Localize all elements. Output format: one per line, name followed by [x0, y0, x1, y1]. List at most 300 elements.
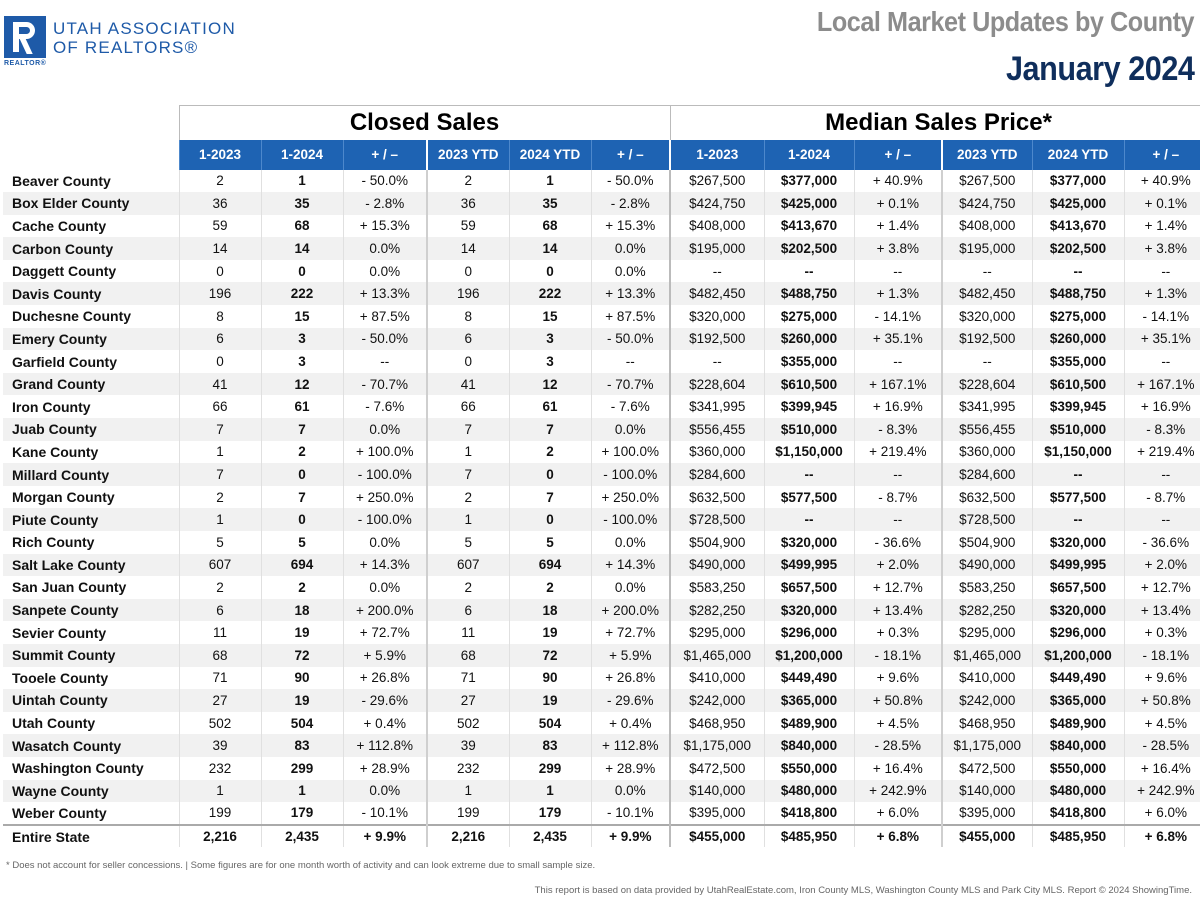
table-cell: $482,450 [942, 282, 1032, 305]
table-cell: + 16.4% [854, 757, 942, 780]
column-header: 2023 YTD [427, 140, 509, 170]
table-cell: 0 [261, 463, 343, 486]
county-name: Piute County [3, 508, 179, 531]
table-cell: 0.0% [591, 418, 670, 441]
table-row [3, 780, 1200, 803]
county-name: Emery County [3, 328, 179, 351]
table-cell: + 9.6% [1124, 667, 1200, 690]
table-cell: 72 [509, 644, 591, 667]
table-cell: + 35.1% [854, 328, 942, 351]
table-cell: $583,250 [670, 576, 764, 599]
table-cell: 5 [427, 531, 509, 554]
table-cell: 6 [427, 328, 509, 351]
table-cell: 15 [509, 305, 591, 328]
table-cell: $1,150,000 [1032, 441, 1124, 464]
table-cell: $424,750 [942, 192, 1032, 215]
table-cell: $195,000 [942, 237, 1032, 260]
table-cell: - 8.3% [854, 418, 942, 441]
table-cell: $583,250 [942, 576, 1032, 599]
table-cell: $424,750 [670, 192, 764, 215]
table-row [3, 667, 1200, 690]
table-cell: 7 [261, 418, 343, 441]
table-cell: + 15.3% [591, 215, 670, 238]
table-cell: $499,995 [1032, 554, 1124, 577]
table-cell: 2,216 [427, 825, 509, 848]
table-cell: $485,950 [764, 825, 854, 848]
table-cell: $840,000 [764, 734, 854, 757]
table-row [3, 170, 1200, 193]
table-cell: 1 [179, 508, 261, 531]
table-cell: $489,900 [764, 712, 854, 735]
table-cell: $195,000 [670, 237, 764, 260]
table-cell: 19 [509, 621, 591, 644]
table-cell: - 7.6% [343, 395, 427, 418]
table-cell: 694 [509, 554, 591, 577]
table-cell: 83 [509, 734, 591, 757]
table-cell: $275,000 [764, 305, 854, 328]
table-cell: $267,500 [942, 170, 1032, 193]
county-name: Iron County [12, 398, 91, 415]
table-cell: 35 [509, 192, 591, 215]
table-cell: 6 [179, 328, 261, 351]
table-row [3, 215, 1200, 238]
table-cell: $140,000 [670, 780, 764, 803]
table-row [3, 260, 1200, 283]
table-cell: - 10.1% [591, 802, 670, 825]
county-name: Duchesne County [12, 308, 132, 325]
table-cell: + 242.9% [854, 780, 942, 803]
table-cell: + 200.0% [343, 599, 427, 622]
table-cell: + 219.4% [1124, 441, 1200, 464]
table-cell: + 50.8% [854, 689, 942, 712]
table-cell: + 6.8% [854, 825, 942, 848]
table-row [3, 689, 1200, 712]
table-cell: 2,435 [509, 825, 591, 848]
table-cell: 36 [427, 192, 509, 215]
table-cell: 1 [427, 508, 509, 531]
table-cell: 6 [179, 599, 261, 622]
table-cell: + 200.0% [591, 599, 670, 622]
table-cell: 0.0% [343, 260, 427, 283]
table-cell: $320,000 [942, 305, 1032, 328]
table-cell: - 100.0% [343, 463, 427, 486]
table-cell: 299 [509, 757, 591, 780]
table-cell: 0 [509, 463, 591, 486]
table-cell: 5 [179, 531, 261, 554]
table-cell: 502 [179, 712, 261, 735]
table-cell: $320,000 [764, 599, 854, 622]
table-cell: 1 [179, 441, 261, 464]
table-cell: 11 [427, 621, 509, 644]
table-cell: $482,450 [670, 282, 764, 305]
table-cell: 2 [509, 576, 591, 599]
table-cell: - 100.0% [591, 463, 670, 486]
table-cell: -- [764, 463, 854, 486]
county-name: Cache County [12, 217, 107, 234]
table-cell: 0.0% [591, 237, 670, 260]
total-row [3, 825, 1200, 848]
table-cell: 7 [427, 418, 509, 441]
column-header: 1-2023 [179, 140, 261, 170]
table-cell: 71 [179, 667, 261, 690]
table-row [3, 802, 1200, 825]
table-cell: -- [854, 463, 942, 486]
table-cell: - 50.0% [343, 328, 427, 351]
table-cell: -- [670, 350, 764, 373]
column-header: 1-2024 [764, 140, 854, 170]
table-cell: 90 [509, 667, 591, 690]
table-cell: + 4.5% [854, 712, 942, 735]
table-cell: 6 [427, 599, 509, 622]
table-cell: 179 [261, 802, 343, 825]
column-header: + / – [1124, 140, 1200, 170]
table-cell: + 16.9% [1124, 395, 1200, 418]
table-cell: 0.0% [343, 780, 427, 803]
table-cell: $550,000 [1032, 757, 1124, 780]
table-cell: $480,000 [1032, 780, 1124, 803]
table-cell: 0 [509, 508, 591, 531]
table-cell: 607 [427, 554, 509, 577]
table-cell: $610,500 [1032, 373, 1124, 396]
table-row [3, 350, 1200, 373]
table-cell: $510,000 [764, 418, 854, 441]
table-cell: + 6.8% [1124, 825, 1200, 848]
table-cell: + 13.3% [591, 282, 670, 305]
table-cell: 3 [509, 328, 591, 351]
table-cell: $320,000 [1032, 599, 1124, 622]
table-cell: $284,600 [942, 463, 1032, 486]
table-cell: 222 [261, 282, 343, 305]
table-cell: $504,900 [942, 531, 1032, 554]
table-cell: 39 [427, 734, 509, 757]
table-cell: $455,000 [670, 825, 764, 848]
table-cell: $413,670 [1032, 215, 1124, 238]
table-cell: 0.0% [591, 260, 670, 283]
table-cell: 11 [179, 621, 261, 644]
table-cell: -- [1124, 350, 1200, 373]
table-cell: $468,950 [670, 712, 764, 735]
table-cell: -- [670, 260, 764, 283]
table-row [3, 237, 1200, 260]
table-row [3, 441, 1200, 464]
table-cell: -- [942, 350, 1032, 373]
table-cell: 0.0% [343, 531, 427, 554]
county-name: Juab County [3, 418, 179, 441]
table-cell: $1,150,000 [764, 441, 854, 464]
table-cell: -- [1124, 508, 1200, 531]
table-cell: $1,175,000 [942, 734, 1032, 757]
table-cell: $228,604 [942, 373, 1032, 396]
table-cell: 2 [179, 576, 261, 599]
table-cell: + 167.1% [854, 373, 942, 396]
table-cell: + 15.3% [343, 215, 427, 238]
table-cell: $425,000 [1032, 192, 1124, 215]
table-cell: $395,000 [670, 802, 764, 825]
table-cell: 68 [261, 215, 343, 238]
table-cell: + 50.8% [1124, 689, 1200, 712]
table-cell: $320,000 [764, 531, 854, 554]
table-cell: 199 [179, 802, 261, 825]
table-cell: -- [591, 350, 670, 373]
county-name: Morgan County [12, 489, 115, 506]
table-cell: 39 [179, 734, 261, 757]
table-cell: - 18.1% [1124, 644, 1200, 667]
table-cell: 694 [261, 554, 343, 577]
table-cell: - 2.8% [591, 192, 670, 215]
table-cell: $550,000 [764, 757, 854, 780]
table-row [3, 712, 1200, 735]
table-cell: 5 [261, 531, 343, 554]
table-cell: 7 [261, 486, 343, 509]
logo-line-2: OF REALTORS® [53, 38, 199, 57]
table-cell: $1,200,000 [1032, 644, 1124, 667]
table-cell: + 112.8% [343, 734, 427, 757]
table-cell: $728,500 [942, 508, 1032, 531]
county-name: Wasatch County [3, 734, 179, 757]
table-cell: + 0.4% [343, 712, 427, 735]
table-cell: $355,000 [764, 350, 854, 373]
table-cell: 1 [261, 170, 343, 193]
table-cell: 68 [179, 644, 261, 667]
table-row [3, 531, 1200, 554]
table-cell: $377,000 [764, 170, 854, 193]
table-cell: 61 [509, 395, 591, 418]
table-cell: + 72.7% [343, 621, 427, 644]
table-cell: 1 [509, 170, 591, 193]
table-cell: + 26.8% [591, 667, 670, 690]
table-cell: + 9.9% [343, 825, 427, 848]
table-cell: 0.0% [343, 237, 427, 260]
table-cell: 14 [427, 237, 509, 260]
column-header: 2023 YTD [942, 140, 1032, 170]
table-cell: 0.0% [591, 531, 670, 554]
table-cell: + 100.0% [591, 441, 670, 464]
county-name: Wayne County [3, 780, 179, 803]
table-cell: + 6.0% [1124, 802, 1200, 825]
table-cell: $577,500 [764, 486, 854, 509]
report-title: Local Market Updates by County [816, 6, 1194, 37]
table-cell: 299 [261, 757, 343, 780]
footnote: * Does not account for seller concessions. | Some figures are for one month worth of activity and can look extreme due to small sample size. [6, 860, 596, 871]
table-row [3, 554, 1200, 577]
table-cell: 8 [427, 305, 509, 328]
table-cell: -- [1032, 463, 1124, 486]
table-cell: 72 [261, 644, 343, 667]
table-row [3, 282, 1200, 305]
table-cell: $657,500 [764, 576, 854, 599]
table-cell: $408,000 [942, 215, 1032, 238]
table-cell: 19 [261, 689, 343, 712]
table-cell: + 100.0% [343, 441, 427, 464]
table-cell: $296,000 [764, 621, 854, 644]
table-cell: $610,500 [764, 373, 854, 396]
table-cell: - 7.6% [591, 395, 670, 418]
table-cell: + 0.1% [854, 192, 942, 215]
table-cell: + 13.4% [1124, 599, 1200, 622]
table-cell: 19 [509, 689, 591, 712]
table-cell: + 5.9% [591, 644, 670, 667]
table-cell: - 100.0% [591, 508, 670, 531]
table-cell: 14 [179, 237, 261, 260]
county-name: Davis County [3, 282, 179, 305]
table-cell: + 28.9% [591, 757, 670, 780]
table-cell: + 9.9% [591, 825, 670, 848]
table-cell: - 29.6% [343, 689, 427, 712]
table-cell: 1 [179, 780, 261, 803]
county-name: Sanpete County [3, 599, 179, 622]
county-name: Rich County [12, 534, 95, 551]
county-name: Entire State [3, 825, 179, 848]
table-cell: - 36.6% [1124, 531, 1200, 554]
table-cell: 607 [179, 554, 261, 577]
county-name: Salt Lake County [3, 554, 179, 577]
table-cell: 1 [427, 441, 509, 464]
table-cell: - 50.0% [591, 170, 670, 193]
table-row [3, 373, 1200, 396]
table-cell: + 12.7% [1124, 576, 1200, 599]
table-cell: 2,435 [261, 825, 343, 848]
table-cell: + 3.8% [854, 237, 942, 260]
table-cell: $840,000 [1032, 734, 1124, 757]
table-cell: 59 [427, 215, 509, 238]
county-name: Sevier County [12, 624, 107, 641]
table-cell: $410,000 [670, 667, 764, 690]
table-cell: - 36.6% [854, 531, 942, 554]
column-header: 1-2024 [261, 140, 343, 170]
table-cell: 18 [261, 599, 343, 622]
table-cell: + 250.0% [343, 486, 427, 509]
county-name: Grand County [3, 373, 179, 396]
table-cell: $192,500 [942, 328, 1032, 351]
table-cell: - 29.6% [591, 689, 670, 712]
median-price-group-header: Median Sales Price* [670, 106, 1200, 140]
table-cell: $355,000 [1032, 350, 1124, 373]
county-name: Summit County [3, 644, 179, 667]
table-cell: -- [1124, 260, 1200, 283]
table-row [3, 599, 1200, 622]
county-name: Weber County [12, 804, 107, 821]
table-row [3, 328, 1200, 351]
table-row [3, 486, 1200, 509]
table-cell: + 1.4% [854, 215, 942, 238]
table-cell: $365,000 [1032, 689, 1124, 712]
table-cell: 0 [179, 350, 261, 373]
table-cell: 90 [261, 667, 343, 690]
table-cell: $341,995 [670, 395, 764, 418]
table-cell: 15 [261, 305, 343, 328]
table-cell: 14 [261, 237, 343, 260]
table-cell: $499,995 [764, 554, 854, 577]
county-name: Carbon County [3, 237, 179, 260]
county-name: Box Elder County [3, 192, 179, 215]
table-cell: $202,500 [764, 237, 854, 260]
table-cell: 2 [427, 576, 509, 599]
table-cell: - 70.7% [591, 373, 670, 396]
table-cell: 232 [427, 757, 509, 780]
table-row [3, 418, 1200, 441]
table-cell: $1,175,000 [670, 734, 764, 757]
table-cell: 12 [509, 373, 591, 396]
table-cell: 0 [427, 350, 509, 373]
column-header: 2024 YTD [509, 140, 591, 170]
table-cell: 1 [427, 780, 509, 803]
table-cell: $449,490 [764, 667, 854, 690]
table-row [3, 576, 1200, 599]
table-cell: 2 [261, 441, 343, 464]
table-cell: $418,800 [764, 802, 854, 825]
table-cell: - 50.0% [343, 170, 427, 193]
table-cell: 0 [179, 260, 261, 283]
column-header: 1-2023 [670, 140, 764, 170]
table-cell: + 1.3% [1124, 282, 1200, 305]
table-cell: 7 [179, 463, 261, 486]
table-cell: - 18.1% [854, 644, 942, 667]
column-header: + / – [343, 140, 427, 170]
table-row [3, 734, 1200, 757]
closed-sales-group-header: Closed Sales [179, 106, 670, 140]
table-cell: $490,000 [942, 554, 1032, 577]
table-cell: $488,750 [764, 282, 854, 305]
table-cell: $360,000 [942, 441, 1032, 464]
table-cell: $267,500 [670, 170, 764, 193]
table-cell: 36 [179, 192, 261, 215]
table-cell: - 2.8% [343, 192, 427, 215]
table-cell: - 8.3% [1124, 418, 1200, 441]
table-cell: 0 [261, 260, 343, 283]
table-cell: - 14.1% [1124, 305, 1200, 328]
table-cell: + 87.5% [343, 305, 427, 328]
table-cell: + 40.9% [854, 170, 942, 193]
table-cell: $395,000 [942, 802, 1032, 825]
table-cell: 2 [427, 486, 509, 509]
table-cell: $1,465,000 [670, 644, 764, 667]
table-cell: + 35.1% [1124, 328, 1200, 351]
table-cell: 2 [427, 170, 509, 193]
table-cell: 0 [261, 508, 343, 531]
table-cell: $510,000 [1032, 418, 1124, 441]
table-cell: 27 [179, 689, 261, 712]
table-cell: $275,000 [1032, 305, 1124, 328]
table-cell: 41 [179, 373, 261, 396]
table-row [3, 757, 1200, 780]
county-name: San Juan County [12, 579, 127, 596]
table-cell: + 87.5% [591, 305, 670, 328]
table-cell: + 0.4% [591, 712, 670, 735]
table-cell: + 0.1% [1124, 192, 1200, 215]
table-cell: $202,500 [1032, 237, 1124, 260]
table-cell: 7 [509, 418, 591, 441]
table-cell: 0.0% [343, 418, 427, 441]
table-cell: $488,750 [1032, 282, 1124, 305]
table-cell: $295,000 [670, 621, 764, 644]
table-cell: + 1.4% [1124, 215, 1200, 238]
table-cell: 2 [509, 441, 591, 464]
table-cell: $410,000 [942, 667, 1032, 690]
table-cell: 1 [509, 780, 591, 803]
table-cell: 27 [427, 689, 509, 712]
table-cell: + 14.3% [343, 554, 427, 577]
market-table [3, 105, 1200, 847]
table-cell: $418,800 [1032, 802, 1124, 825]
column-header: + / – [591, 140, 670, 170]
county-name: Garfield County [12, 353, 118, 370]
table-cell: -- [1032, 260, 1124, 283]
table-cell: + 14.3% [591, 554, 670, 577]
table-cell: + 6.0% [854, 802, 942, 825]
table-cell: 2 [179, 170, 261, 193]
county-name: Tooele County [12, 669, 109, 686]
table-cell: + 13.4% [854, 599, 942, 622]
